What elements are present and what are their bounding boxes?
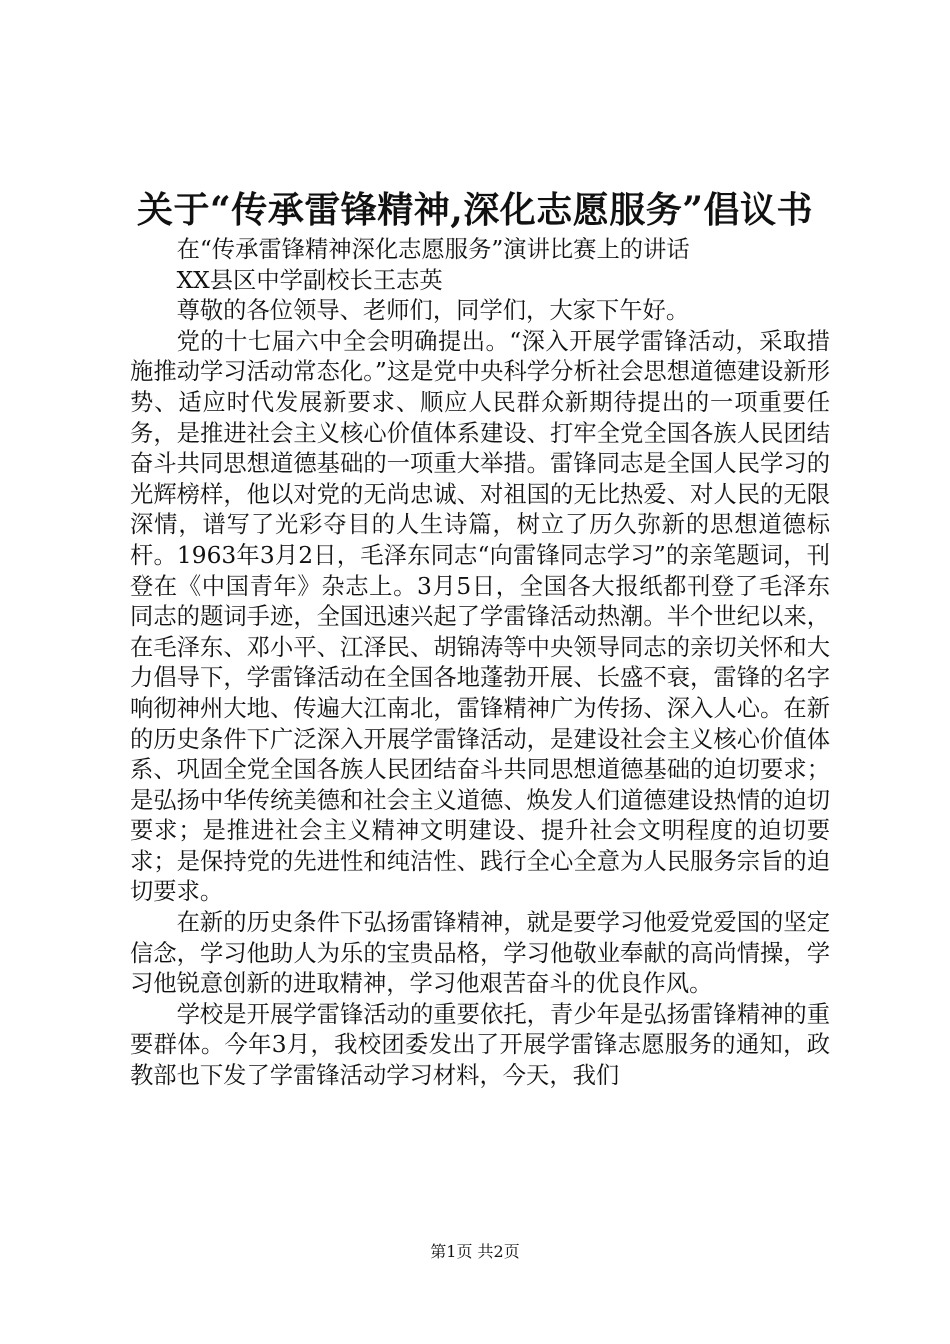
page-number-footer: 第1页 共2页 xyxy=(430,1242,520,1261)
speech-occasion: 在“传承雷锋精神深化志愿服务”演讲比赛上的讲话 xyxy=(176,236,690,263)
body-paragraph: 党的十七届六中全会明确提出。“深入开展学雷锋活动，采取措施推动学习活动常态化。”这是党中央科学分析社会思想道德建设新形势、适应时代发展新要求、顺应人民群众新期待提出的一项重要任务，是推进社会主义核心价值体系建设、打牢全党全国各族人民团结奋斗共同思想道德基础的一项重大举措。雷锋同志是全国人民学习的光辉榜样，他以对党的无尚忠诚、对祖国的无比热爱、对人民的无限深情，谱写了光彩夺目的人生诗篇，树立了历久弥新的思想道德标杆。1963年3月2日，毛泽东同志“向雷锋同志学习”的亲笔题词，刊登在《中国青年》杂志上。3月5日，全国各大报纸都刊登了毛泽东同志的题词手迹，全国迅速兴起了学雷锋活动热潮。半个世纪以来，在毛泽东、邓小平、江泽民、胡锦涛等中央领导同志的亲切关怀和大力倡导下，学雷锋活动在全国各地蓬勃开展、长盛不衰，雷锋的名字响彻神州大地、传遍大江南北，雷锋精神广为传扬、深入人心。在新的历史条件下广泛深入开展学雷锋活动，是建设社会主义核心价值体系、巩固全党全国各族人民团结奋斗共同思想道德基础的迫切要求；是弘扬中华传统美德和社会主义道德、焕发人们道德建设热情的迫切要求；是推进社会主义精神文明建设、提升社会文明程度的迫切要求；是保持党的先进性和纯洁性、践行全心全意为人民服务宗旨的迫切要求。 xyxy=(130,327,830,906)
body-paragraph: 学校是开展学雷锋活动的重要依托，青少年是弘扬雷锋精神的重要群体。今年3月，我校团委发出了开展学雷锋志愿服务的通知，政教部也下发了学雷锋活动学习材料，今天，我们 xyxy=(130,1000,830,1090)
speaker-line: XX县区中学副校长王志英 xyxy=(176,266,443,294)
document-title: 关于“传承雷锋精神,深化志愿服务”倡议书 xyxy=(137,189,813,231)
body-paragraph: 在新的历史条件下弘扬雷锋精神，就是要学习他爱党爱国的坚定信念，学习他助人为乐的宝贵品格，学习他敬业奉献的高尚情操，学习他锐意创新的进取精神，学习他艰苦奋斗的优良作风。 xyxy=(130,909,830,998)
document-body xyxy=(130,235,830,1092)
greeting-paragraph: 尊敬的各位领导、老师们，同学们，大家下午好。 xyxy=(176,297,690,325)
